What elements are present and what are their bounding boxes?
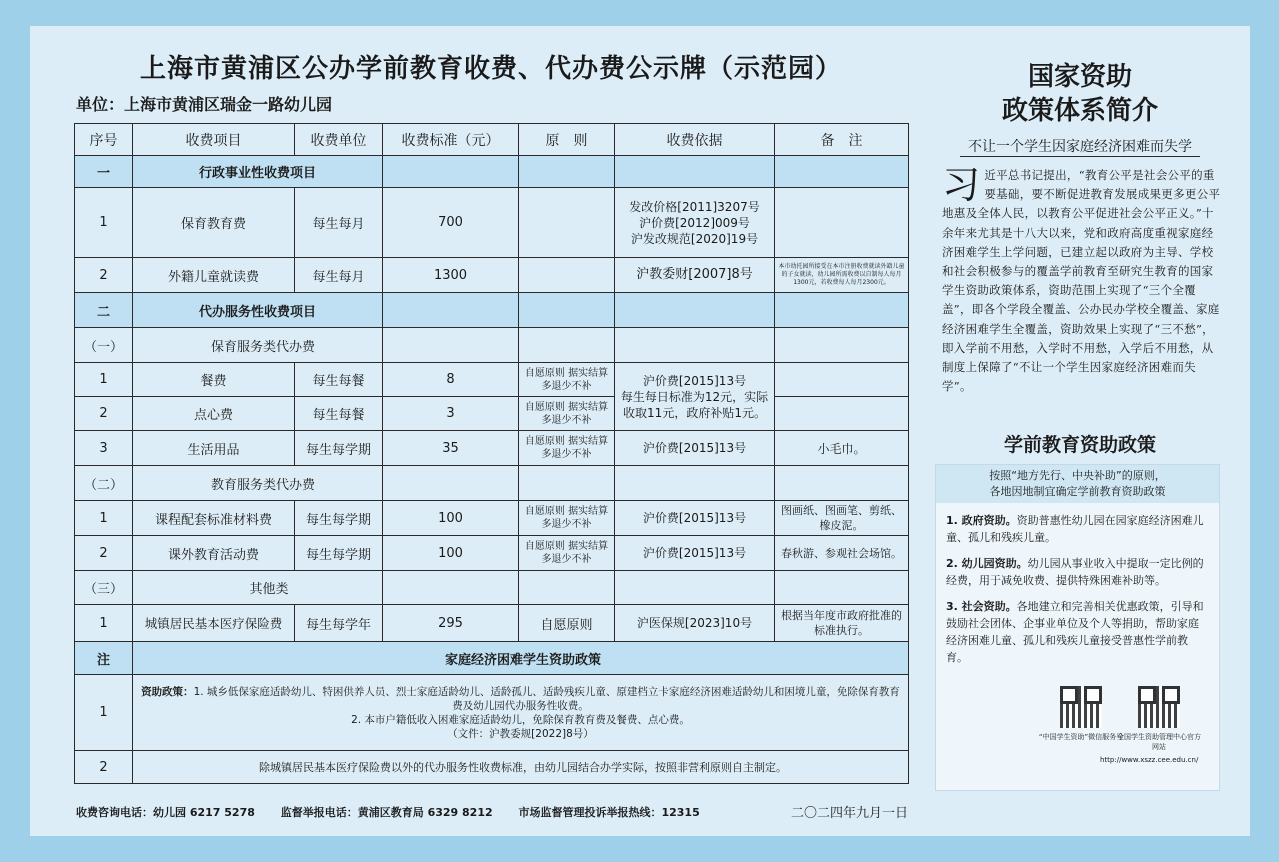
fee-unit: 每生每月 xyxy=(295,188,383,258)
fee-basis: 沪价费[2015]13号 xyxy=(615,431,775,466)
section-row xyxy=(75,642,909,675)
aid-system-title xyxy=(930,60,1230,128)
aid-intro-body: 近平总书记提出，“教育公平是社会公平的重要基础，要不断促进教育发展成果更多更公平地惠及全体人民，以教育公平促进社会公平正义。”十余年来尤其是十八大以来，党和政府高度重视家庭经济困难学生上学问题，已建立起以政府为主导、学校和社会积极参与的覆盖学前教育至研究生教育的国家学生资助政策体系，资助范围上实现了“三个全覆盖”，即各个学段全覆盖、公办民办学校全覆盖、家庭经济困难学生全覆盖，资助效果上实现了“三不愁”，即入学前不用愁，入学时不用愁，入学后不用愁，从制度上保障了“不让一个学生因家庭经济困难而失学”。 xyxy=(942,168,1221,394)
aid-policy-text xyxy=(133,675,909,751)
policy-item-label: 1. 政府资助。 xyxy=(946,514,1017,527)
fee-table xyxy=(74,123,909,784)
subsection-row xyxy=(75,328,909,363)
policy-item-label: 2. 幼儿园资助。 xyxy=(946,557,1028,570)
fee-standard: 35 xyxy=(383,431,519,466)
row-number: 2 xyxy=(75,258,133,293)
qr-caption: “中国学生资助”微信服务号 xyxy=(1038,733,1124,741)
drop-cap: 习 xyxy=(942,163,981,207)
policy-item-text: 幼儿园从事业收入中提取一定比例的经费，用于减免收费、提供特殊困难补助等。 xyxy=(946,557,1204,587)
fee-unit: 每生每学年 xyxy=(295,605,383,642)
header-cell: 收费标准（元） xyxy=(383,124,519,156)
subsection-number: （二） xyxy=(75,466,133,501)
fee-unit: 每生每学期 xyxy=(295,431,383,466)
subsection-title: 教育服务类代办费 xyxy=(133,466,383,501)
fee-standard: 700 xyxy=(383,188,519,258)
fee-note: 本市幼托园所接受在本市注册收费就读外籍儿童的子女就读，幼儿园所需收费以自制每人每月1300元，若收费每人每月2300元。 xyxy=(775,258,909,293)
subsection-row xyxy=(75,571,909,605)
subsection-row xyxy=(75,466,909,501)
row-number: 1 xyxy=(75,501,133,536)
table-row xyxy=(75,363,909,397)
header-cell: 备 注 xyxy=(775,124,909,156)
aid-policy-item: 2. 本市户籍低收入困难家庭适龄幼儿，免除保育教育费及餐费、点心费。 xyxy=(351,713,690,726)
fee-basis: 沪医保规[2023]10号 xyxy=(615,605,775,642)
fee-standard: 8 xyxy=(383,363,519,397)
fee-basis: 发改价格[2011]3207号 沪价费[2012]009号 沪发改规范[2020]19号 xyxy=(615,188,775,258)
header-cell: 收费项目 xyxy=(133,124,295,156)
fee-basis: 沪价费[2015]13号 xyxy=(615,536,775,571)
fee-note: 春秋游、参观社会场馆。 xyxy=(775,536,909,571)
unit-name: 单位：上海市黄浦区瑞金一路幼儿园 xyxy=(76,95,333,114)
fee-principle: 自愿原则 据实结算 多退少不补 xyxy=(519,536,615,571)
divider xyxy=(960,156,1200,157)
section-number: 一 xyxy=(75,156,133,188)
aid-title-line: 政策体系简介 xyxy=(1001,96,1158,126)
section-title: 行政事业性收费项目 xyxy=(133,156,383,188)
policy-item xyxy=(946,598,1209,666)
subsection-title: 保育服务类代办费 xyxy=(133,328,383,363)
table-row xyxy=(75,431,909,466)
row-number: 2 xyxy=(75,536,133,571)
aid-policy-label: 资助政策： xyxy=(141,685,194,698)
fee-standard: 3 xyxy=(383,397,519,431)
fee-item: 餐费 xyxy=(133,363,295,397)
fee-item: 保育教育费 xyxy=(133,188,295,258)
website-url[interactable]: http://www.xszz.cee.edu.cn/ xyxy=(1100,756,1199,764)
fee-basis: 沪价费[2015]13号 每生每日标准为12元，实际收取11元，政府补贴1元。 xyxy=(615,363,775,431)
section-row xyxy=(75,293,909,328)
policy-box-header-line: 各地因地制宜确定学前教育资助政策 xyxy=(989,485,1166,498)
fee-unit: 每生每学期 xyxy=(295,501,383,536)
qr-caption: 全国学生资助管理中心官方网站 xyxy=(1117,733,1201,751)
section-row xyxy=(75,156,909,188)
aid-policy-panel xyxy=(930,26,1240,836)
table-row xyxy=(75,258,909,293)
header-cell: 收费单位 xyxy=(295,124,383,156)
fee-standard: 100 xyxy=(383,501,519,536)
table-row xyxy=(75,188,909,258)
fee-principle: 自愿原则 xyxy=(519,605,615,642)
aid-policy-source: （文件：沪教委规[2022]8号） xyxy=(447,727,594,740)
footer-contacts xyxy=(76,804,722,820)
table-header-row xyxy=(75,124,909,156)
fee-unit: 每生每月 xyxy=(295,258,383,293)
policy-item-text: 资助普惠性幼儿园在园家庭经济困难儿童、孤儿和残疾儿童。 xyxy=(946,514,1204,544)
table-row xyxy=(75,605,909,642)
preschool-policy-title: 学前教育资助政策 xyxy=(1003,434,1156,456)
fee-unit: 每生每餐 xyxy=(295,363,383,397)
fee-basis: 沪教委财[2007]8号 xyxy=(615,258,775,293)
consult-phone: 收费咨询电话：幼儿园 6217 5278 xyxy=(76,806,255,819)
fee-note: 根据当年度市政府批准的标准执行。 xyxy=(775,605,909,642)
fee-standard: 100 xyxy=(383,536,519,571)
header-cell: 序号 xyxy=(75,124,133,156)
table-row xyxy=(75,675,909,751)
policy-box-header xyxy=(936,465,1219,503)
note-text: 除城镇居民基本医疗保险费以外的代办服务性收费标准，由幼儿园结合办学实际，按照非营利原则自主制定。 xyxy=(133,751,909,784)
fee-item: 点心费 xyxy=(133,397,295,431)
fee-notice-panel xyxy=(74,26,908,836)
subsection-title: 其他类 xyxy=(133,571,383,605)
header-cell: 原 则 xyxy=(519,124,615,156)
row-number: 1 xyxy=(75,363,133,397)
table-row xyxy=(75,751,909,784)
policy-item xyxy=(946,512,1209,546)
table-row xyxy=(75,536,909,571)
supervise-phone: 监督举报电话：黄浦区教育局 6329 8212 xyxy=(280,806,493,819)
fee-item: 城镇居民基本医疗保险费 xyxy=(133,605,295,642)
aid-policy-item: 1. 城乡低保家庭适龄幼儿、特困供养人员、烈士家庭适龄幼儿、适龄孤儿、适龄残疾儿童、原建档立卡家庭经济困难适龄幼儿和困境儿童，免除保育教育费及幼儿园代办服务性收费。 xyxy=(193,685,900,712)
fee-item: 生活用品 xyxy=(133,431,295,466)
row-number: 2 xyxy=(75,397,133,431)
fee-unit: 每生每餐 xyxy=(295,397,383,431)
table-row xyxy=(75,397,909,431)
fee-standard: 295 xyxy=(383,605,519,642)
policy-item xyxy=(946,555,1209,589)
fee-unit: 每生每学期 xyxy=(295,536,383,571)
section-title: 代办服务性收费项目 xyxy=(133,293,383,328)
fee-principle: 自愿原则 据实结算 多退少不补 xyxy=(519,501,615,536)
section-number: 注 xyxy=(75,642,133,675)
header-cell: 收费依据 xyxy=(615,124,775,156)
row-number: 2 xyxy=(75,751,133,784)
notice-board xyxy=(30,26,1250,836)
fee-note: 小毛巾。 xyxy=(775,431,909,466)
subsection-number: （三） xyxy=(75,571,133,605)
policy-item-label: 3. 社会资助。 xyxy=(946,600,1017,613)
fee-standard: 1300 xyxy=(383,258,519,293)
fee-item: 外籍儿童就读费 xyxy=(133,258,295,293)
row-number: 3 xyxy=(75,431,133,466)
fee-note: 图画纸、图画笔、剪纸、橡皮泥。 xyxy=(775,501,909,536)
fee-principle: 自愿原则 据实结算 多退少不补 xyxy=(519,431,615,466)
market-hotline: 市场监督管理投诉举报热线：12315 xyxy=(518,806,700,819)
fee-principle: 自愿原则 据实结算 多退少不补 xyxy=(519,397,615,431)
fee-principle: 自愿原则 据实结算 多退少不补 xyxy=(519,363,615,397)
row-number: 1 xyxy=(75,188,133,258)
fee-item: 课程配套标准材料费 xyxy=(133,501,295,536)
policy-item-text: 各地建立和完善相关优惠政策，引导和鼓励社会团体、企事业单位及个人等捐助，帮助家庭经济困难儿童、孤儿和残疾儿童接受普惠性学前教育。 xyxy=(946,600,1204,664)
table-row xyxy=(75,501,909,536)
fee-basis: 沪价费[2015]13号 xyxy=(615,501,775,536)
fee-item: 课外教育活动费 xyxy=(133,536,295,571)
aid-subtitle: 不让一个学生因家庭经济困难而失学 xyxy=(968,139,1192,155)
aid-title-line: 国家资助 xyxy=(1027,62,1132,92)
aid-intro-text xyxy=(942,163,1222,396)
publish-date: 二〇二四年九月一日 xyxy=(790,806,908,821)
section-title: 家庭经济困难学生资助政策 xyxy=(133,642,909,675)
policy-box-header-line: 按照“地方先行、中央补助”的原则， xyxy=(989,469,1166,482)
subsection-number: （一） xyxy=(75,328,133,363)
row-number: 1 xyxy=(75,605,133,642)
wechat-qr-code-icon xyxy=(1060,686,1102,728)
page-title: 上海市黄浦区公办学前教育收费、代办费公示牌（示范园） xyxy=(139,54,842,84)
row-number: 1 xyxy=(75,675,133,751)
website-qr-code-icon xyxy=(1138,686,1180,728)
section-number: 二 xyxy=(75,293,133,328)
